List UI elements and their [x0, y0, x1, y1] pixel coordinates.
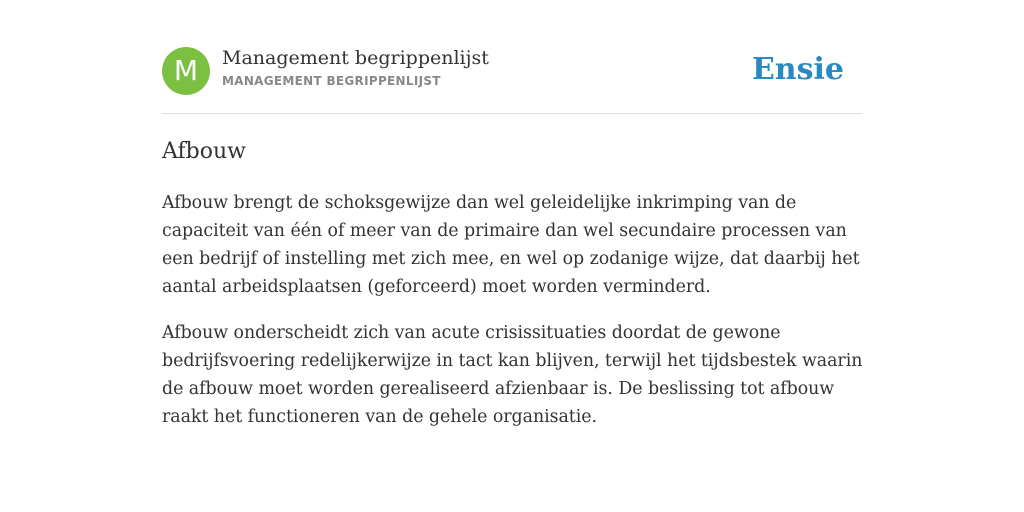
header-divider [162, 113, 862, 114]
header [162, 46, 862, 96]
definition-paragraph: Afbouw brengt de schoksgewijze dan wel geleidelijke inkrimping van de capaciteit van één of meer van de primaire dan wel secundaire processen van een bedrijf of instelling met zich mee, en wel op zodanige wijze, dat daarbij het aantal arbeidsplaatsen (geforceerd) moet worden verminderd. [162, 193, 860, 297]
definition-paragraph: Afbouw onderscheidt zich van acute crisissituaties doordat de gewone bedrijfsvoering redelijkerwijze in tact kan blijven, terwijl het tijdsbestek waarin de afbouw moet worden gerealiseerd afzienbaar is. De beslissing tot afbouw raakt het functioneren van de gehele organisatie. [162, 323, 863, 427]
list-avatar[interactable]: M [162, 47, 210, 95]
list-subtitle: MANAGEMENT BEGRIPPENLIJST [222, 74, 441, 88]
list-title-link[interactable]: Management begrippenlijst [222, 47, 489, 69]
article [162, 137, 864, 449]
ensie-logo[interactable]: Ensie [751, 52, 844, 87]
term-title: Afbouw [162, 139, 246, 164]
list-titles [222, 46, 489, 89]
